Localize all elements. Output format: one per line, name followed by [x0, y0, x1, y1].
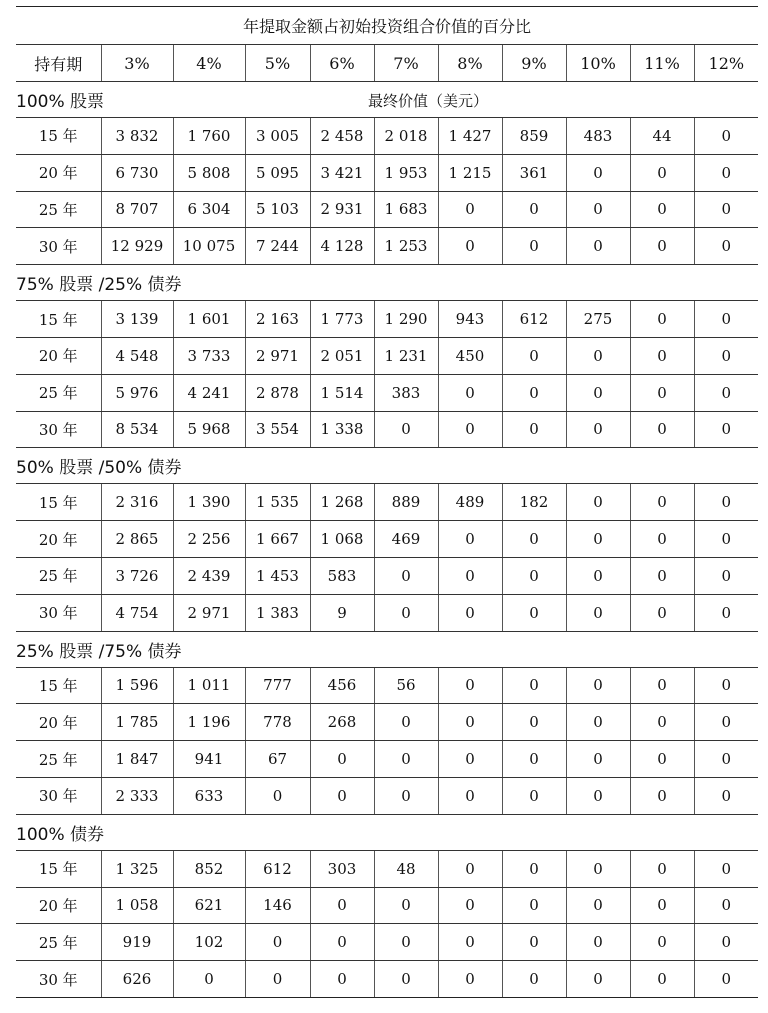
value-cell: 0 — [630, 228, 694, 265]
value-cell: 9 — [310, 594, 374, 631]
value-cell: 0 — [502, 924, 566, 961]
period-cell: 25 年 — [16, 374, 101, 411]
value-cell: 0 — [502, 191, 566, 228]
value-cell: 0 — [566, 411, 630, 448]
value-cell: 0 — [310, 777, 374, 814]
value-cell: 2 971 — [245, 337, 310, 374]
rate-header: 12% — [694, 45, 758, 82]
value-cell: 0 — [630, 961, 694, 998]
value-cell: 5 103 — [245, 191, 310, 228]
value-cell: 0 — [502, 374, 566, 411]
section-title: 25% 股票 /75% 债券 — [16, 641, 182, 662]
value-cell: 0 — [694, 594, 758, 631]
value-cell: 0 — [566, 667, 630, 704]
value-cell: 6 730 — [101, 154, 173, 191]
value-cell: 4 754 — [101, 594, 173, 631]
value-cell: 44 — [630, 118, 694, 155]
section-title: 50% 股票 /50% 债券 — [16, 458, 182, 479]
period-cell: 30 年 — [16, 594, 101, 631]
value-cell: 469 — [374, 521, 438, 558]
value-cell: 0 — [438, 521, 502, 558]
value-cell: 0 — [630, 850, 694, 887]
value-cell: 1 601 — [173, 301, 245, 338]
value-cell: 0 — [310, 741, 374, 778]
value-cell: 1 325 — [101, 850, 173, 887]
value-cell: 3 733 — [173, 337, 245, 374]
value-cell: 889 — [374, 484, 438, 521]
value-cell: 12 929 — [101, 228, 173, 265]
period-cell: 25 年 — [16, 557, 101, 594]
period-cell: 20 年 — [16, 521, 101, 558]
value-cell: 0 — [502, 557, 566, 594]
period-cell: 15 年 — [16, 484, 101, 521]
value-cell: 0 — [694, 228, 758, 265]
period-cell: 30 年 — [16, 228, 101, 265]
value-cell: 0 — [245, 777, 310, 814]
value-cell: 361 — [502, 154, 566, 191]
value-cell: 0 — [438, 557, 502, 594]
value-cell: 0 — [438, 777, 502, 814]
value-cell: 0 — [566, 961, 630, 998]
value-cell: 0 — [438, 741, 502, 778]
value-cell: 4 241 — [173, 374, 245, 411]
value-cell: 1 514 — [310, 374, 374, 411]
table-row — [16, 301, 758, 338]
value-cell: 1 785 — [101, 704, 173, 741]
table-row — [16, 961, 758, 998]
value-cell: 0 — [566, 594, 630, 631]
value-cell: 0 — [630, 557, 694, 594]
value-cell: 0 — [566, 154, 630, 191]
section-title: 100% 股票 — [16, 92, 105, 112]
value-cell: 943 — [438, 301, 502, 338]
section-cell — [16, 814, 758, 850]
rate-header: 5% — [245, 45, 310, 82]
title-row — [16, 7, 758, 45]
value-cell: 0 — [694, 337, 758, 374]
value-cell: 0 — [630, 411, 694, 448]
value-cell: 383 — [374, 374, 438, 411]
value-cell: 0 — [694, 704, 758, 741]
table-row — [16, 484, 758, 521]
value-cell: 0 — [630, 704, 694, 741]
value-cell: 0 — [630, 887, 694, 924]
value-cell: 0 — [694, 777, 758, 814]
value-cell: 0 — [630, 191, 694, 228]
value-cell: 1 953 — [374, 154, 438, 191]
value-cell: 303 — [310, 850, 374, 887]
value-cell: 0 — [630, 667, 694, 704]
value-cell: 1 011 — [173, 667, 245, 704]
value-cell: 0 — [502, 337, 566, 374]
value-cell: 778 — [245, 704, 310, 741]
value-cell: 0 — [374, 741, 438, 778]
value-cell: 0 — [694, 521, 758, 558]
value-cell: 489 — [438, 484, 502, 521]
value-cell: 8 707 — [101, 191, 173, 228]
value-cell: 268 — [310, 704, 374, 741]
rate-header: 4% — [173, 45, 245, 82]
value-cell: 456 — [310, 667, 374, 704]
value-cell: 1 068 — [310, 521, 374, 558]
value-cell: 1 596 — [101, 667, 173, 704]
table-row — [16, 521, 758, 558]
value-cell: 6 304 — [173, 191, 245, 228]
value-cell: 2 878 — [245, 374, 310, 411]
section-row — [16, 265, 758, 301]
table-row — [16, 191, 758, 228]
period-cell: 20 年 — [16, 887, 101, 924]
value-cell: 2 316 — [101, 484, 173, 521]
value-cell: 1 390 — [173, 484, 245, 521]
rate-header: 9% — [502, 45, 566, 82]
value-cell: 4 548 — [101, 337, 173, 374]
value-cell: 0 — [694, 667, 758, 704]
value-cell: 1 215 — [438, 154, 502, 191]
value-cell: 1 253 — [374, 228, 438, 265]
value-cell: 1 290 — [374, 301, 438, 338]
value-unit-label: 最终价值（美元） — [368, 92, 489, 110]
value-cell: 0 — [438, 887, 502, 924]
period-cell: 20 年 — [16, 154, 101, 191]
value-cell: 0 — [630, 521, 694, 558]
value-cell: 0 — [566, 887, 630, 924]
period-cell: 30 年 — [16, 411, 101, 448]
value-cell: 2 865 — [101, 521, 173, 558]
period-cell: 15 年 — [16, 667, 101, 704]
value-cell: 0 — [694, 118, 758, 155]
value-cell: 0 — [630, 301, 694, 338]
table-row — [16, 374, 758, 411]
value-cell: 0 — [502, 850, 566, 887]
period-cell: 15 年 — [16, 850, 101, 887]
value-cell: 10 075 — [173, 228, 245, 265]
table-row — [16, 228, 758, 265]
value-cell: 0 — [566, 924, 630, 961]
value-cell: 633 — [173, 777, 245, 814]
value-cell: 3 726 — [101, 557, 173, 594]
value-cell: 0 — [566, 337, 630, 374]
value-cell: 8 534 — [101, 411, 173, 448]
period-cell: 20 年 — [16, 704, 101, 741]
value-cell: 102 — [173, 924, 245, 961]
value-cell: 859 — [502, 118, 566, 155]
value-cell: 0 — [630, 741, 694, 778]
value-cell: 48 — [374, 850, 438, 887]
table-row — [16, 741, 758, 778]
value-cell: 3 421 — [310, 154, 374, 191]
period-cell: 20 年 — [16, 337, 101, 374]
table-row — [16, 924, 758, 961]
value-cell: 4 128 — [310, 228, 374, 265]
value-cell: 0 — [566, 850, 630, 887]
value-cell: 1 383 — [245, 594, 310, 631]
value-cell: 0 — [630, 594, 694, 631]
value-cell: 0 — [438, 411, 502, 448]
value-cell: 2 458 — [310, 118, 374, 155]
value-cell: 450 — [438, 337, 502, 374]
value-cell: 0 — [694, 924, 758, 961]
value-cell: 1 427 — [438, 118, 502, 155]
value-cell: 0 — [694, 301, 758, 338]
rate-header: 10% — [566, 45, 630, 82]
value-cell: 0 — [502, 667, 566, 704]
value-cell: 0 — [438, 667, 502, 704]
value-cell: 0 — [438, 704, 502, 741]
value-cell: 1 683 — [374, 191, 438, 228]
value-cell: 0 — [566, 704, 630, 741]
table-row — [16, 667, 758, 704]
section-cell — [16, 82, 758, 118]
value-cell: 483 — [566, 118, 630, 155]
value-cell: 0 — [566, 228, 630, 265]
value-cell: 0 — [630, 924, 694, 961]
value-cell: 2 439 — [173, 557, 245, 594]
value-cell: 621 — [173, 887, 245, 924]
value-cell: 0 — [502, 411, 566, 448]
value-cell: 0 — [694, 191, 758, 228]
table-row — [16, 850, 758, 887]
value-cell: 0 — [502, 887, 566, 924]
value-cell: 56 — [374, 667, 438, 704]
table-row — [16, 887, 758, 924]
value-cell: 0 — [502, 594, 566, 631]
period-cell: 25 年 — [16, 741, 101, 778]
value-cell: 1 231 — [374, 337, 438, 374]
period-cell: 30 年 — [16, 777, 101, 814]
section-row — [16, 631, 758, 667]
value-cell: 0 — [630, 154, 694, 191]
value-cell: 0 — [630, 337, 694, 374]
section-cell — [16, 448, 758, 484]
value-cell: 2 163 — [245, 301, 310, 338]
period-cell: 25 年 — [16, 924, 101, 961]
table-row — [16, 777, 758, 814]
value-cell: 2 971 — [173, 594, 245, 631]
value-cell: 0 — [502, 704, 566, 741]
value-cell: 0 — [694, 374, 758, 411]
value-cell: 0 — [694, 154, 758, 191]
value-cell: 0 — [438, 961, 502, 998]
value-cell: 0 — [438, 191, 502, 228]
value-cell: 0 — [374, 594, 438, 631]
rate-header: 6% — [310, 45, 374, 82]
value-cell: 2 018 — [374, 118, 438, 155]
value-cell: 5 808 — [173, 154, 245, 191]
value-cell: 3 832 — [101, 118, 173, 155]
value-cell: 0 — [374, 924, 438, 961]
value-cell: 3 554 — [245, 411, 310, 448]
table-row — [16, 154, 758, 191]
value-cell: 2 256 — [173, 521, 245, 558]
value-cell: 0 — [438, 228, 502, 265]
value-cell: 182 — [502, 484, 566, 521]
value-cell: 0 — [694, 961, 758, 998]
value-cell: 0 — [374, 887, 438, 924]
table-row — [16, 118, 758, 155]
value-cell: 0 — [694, 741, 758, 778]
value-cell: 0 — [374, 411, 438, 448]
value-cell: 0 — [374, 777, 438, 814]
value-cell: 0 — [502, 228, 566, 265]
value-cell: 1 058 — [101, 887, 173, 924]
value-cell: 0 — [566, 777, 630, 814]
table-row — [16, 594, 758, 631]
section-cell — [16, 631, 758, 667]
table-title: 年提取金额占初始投资组合价值的百分比 — [16, 7, 758, 45]
value-cell: 0 — [694, 484, 758, 521]
table-row — [16, 411, 758, 448]
value-cell: 0 — [502, 777, 566, 814]
value-cell: 612 — [502, 301, 566, 338]
value-cell: 3 005 — [245, 118, 310, 155]
value-cell: 626 — [101, 961, 173, 998]
value-cell: 777 — [245, 667, 310, 704]
table-row — [16, 337, 758, 374]
value-cell: 0 — [245, 924, 310, 961]
value-cell: 1 667 — [245, 521, 310, 558]
value-cell: 919 — [101, 924, 173, 961]
value-cell: 2 051 — [310, 337, 374, 374]
value-cell: 0 — [502, 741, 566, 778]
value-cell: 0 — [566, 374, 630, 411]
period-cell: 25 年 — [16, 191, 101, 228]
value-cell: 0 — [694, 411, 758, 448]
section-row — [16, 814, 758, 850]
value-cell: 67 — [245, 741, 310, 778]
withdrawal-table — [16, 6, 758, 998]
value-cell: 0 — [566, 191, 630, 228]
value-cell: 0 — [374, 961, 438, 998]
section-title: 75% 股票 /25% 债券 — [16, 275, 182, 296]
value-cell: 0 — [438, 374, 502, 411]
value-cell: 0 — [438, 924, 502, 961]
value-cell: 0 — [630, 374, 694, 411]
value-cell: 1 453 — [245, 557, 310, 594]
value-cell: 0 — [694, 557, 758, 594]
value-cell: 0 — [566, 741, 630, 778]
value-cell: 2 333 — [101, 777, 173, 814]
value-cell: 612 — [245, 850, 310, 887]
value-cell: 1 268 — [310, 484, 374, 521]
value-cell: 0 — [694, 850, 758, 887]
value-cell: 7 244 — [245, 228, 310, 265]
value-cell: 1 773 — [310, 301, 374, 338]
value-cell: 941 — [173, 741, 245, 778]
rate-header: 7% — [374, 45, 438, 82]
value-cell: 3 139 — [101, 301, 173, 338]
value-cell: 0 — [310, 887, 374, 924]
value-cell: 0 — [438, 594, 502, 631]
value-cell: 0 — [694, 887, 758, 924]
value-cell: 0 — [310, 924, 374, 961]
value-cell: 0 — [566, 557, 630, 594]
value-cell: 0 — [630, 484, 694, 521]
value-cell: 583 — [310, 557, 374, 594]
value-cell: 0 — [374, 704, 438, 741]
period-cell: 30 年 — [16, 961, 101, 998]
value-cell: 0 — [566, 484, 630, 521]
value-cell: 0 — [502, 521, 566, 558]
value-cell: 0 — [502, 961, 566, 998]
rate-header: 3% — [101, 45, 173, 82]
period-cell: 15 年 — [16, 301, 101, 338]
table-row — [16, 704, 758, 741]
value-cell: 2 931 — [310, 191, 374, 228]
value-cell: 0 — [630, 777, 694, 814]
value-cell: 146 — [245, 887, 310, 924]
section-title: 100% 债券 — [16, 824, 105, 845]
value-cell: 0 — [374, 557, 438, 594]
rate-header: 8% — [438, 45, 502, 82]
value-cell: 5 095 — [245, 154, 310, 191]
value-cell: 0 — [438, 850, 502, 887]
value-cell: 1 847 — [101, 741, 173, 778]
value-cell: 5 968 — [173, 411, 245, 448]
value-cell: 1 760 — [173, 118, 245, 155]
table-row — [16, 557, 758, 594]
value-cell: 1 338 — [310, 411, 374, 448]
value-cell: 0 — [310, 961, 374, 998]
section-cell — [16, 265, 758, 301]
value-cell: 1 535 — [245, 484, 310, 521]
period-header: 持有期 — [16, 45, 101, 82]
value-cell: 5 976 — [101, 374, 173, 411]
rate-header: 11% — [630, 45, 694, 82]
table-body — [16, 7, 758, 998]
value-cell: 275 — [566, 301, 630, 338]
value-cell: 1 196 — [173, 704, 245, 741]
period-cell: 15 年 — [16, 118, 101, 155]
header-row — [16, 45, 758, 82]
value-cell: 852 — [173, 850, 245, 887]
value-cell: 0 — [173, 961, 245, 998]
section-row — [16, 82, 758, 118]
value-cell: 0 — [566, 521, 630, 558]
section-row — [16, 448, 758, 484]
value-cell: 0 — [245, 961, 310, 998]
